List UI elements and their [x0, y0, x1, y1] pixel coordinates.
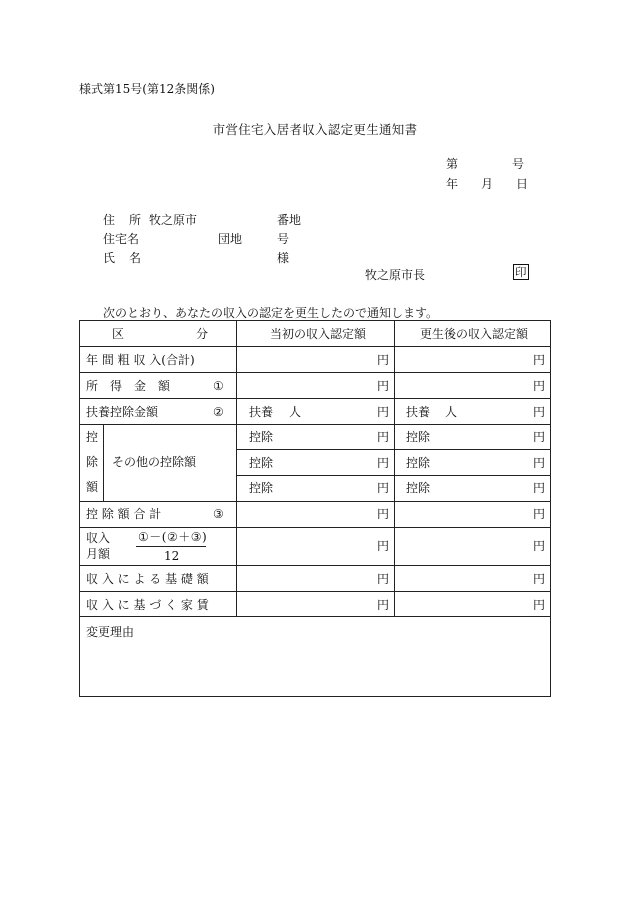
doc-number-prefix: 第 [446, 157, 459, 171]
row-line [80, 424, 550, 425]
mark-3: ③ [213, 507, 224, 521]
row-rent-based: 収 入 に 基 づ く 家 賃 [86, 598, 209, 612]
address-city: 牧之原市 [149, 213, 198, 227]
monthly-label-2: 月額 [86, 547, 111, 561]
housing-label: 住宅名 [103, 232, 140, 246]
dependent-prefix-original: 扶養 [249, 405, 274, 419]
deduction-vertical-1: 控 [85, 430, 98, 444]
yen-original: 円 [377, 456, 390, 470]
yen-original: 円 [377, 539, 390, 553]
row-line [80, 527, 550, 528]
yen-revised: 円 [533, 353, 546, 367]
deduction-prefix-original: 控除 [249, 456, 274, 470]
yen-revised: 円 [533, 405, 546, 419]
deduction-prefix-original: 控除 [249, 481, 274, 495]
doc-number-suffix: 号 [512, 157, 525, 171]
row-annual-gross: 年 間 粗 収 入(合計) [86, 353, 195, 367]
row-other-deduction: その他の控除額 [112, 455, 197, 469]
seal-mark: 印 [515, 265, 527, 279]
yen-original: 円 [377, 353, 390, 367]
header-category-b: 分 [196, 327, 209, 341]
row-line [236, 449, 550, 450]
deduction-prefix-revised: 控除 [406, 481, 431, 495]
fraction-bar [136, 546, 206, 547]
row-line [80, 372, 550, 373]
housing-danchi: 団地 [218, 232, 243, 246]
yen-original: 円 [377, 481, 390, 495]
address-label: 住 所 [103, 213, 143, 227]
dependent-prefix-revised: 扶養 [406, 405, 431, 419]
row-income-amount: 所 得 金 額 [86, 379, 171, 393]
name-honorific: 様 [277, 251, 290, 265]
header-category-a: 区 [112, 327, 125, 341]
header-revised: 更生後の収入認定額 [420, 327, 529, 341]
row-income-based: 収 入 に よ る 基 礎 額 [86, 572, 209, 586]
monthly-label-1: 収入 [86, 531, 111, 545]
row-line [80, 501, 550, 502]
yen-revised: 円 [533, 598, 546, 612]
yen-revised: 円 [533, 379, 546, 393]
col-divider-2 [394, 321, 395, 616]
formula-denominator: 12 [164, 549, 180, 563]
yen-revised: 円 [533, 539, 546, 553]
date-day: 日 [516, 177, 529, 191]
yen-revised: 円 [533, 507, 546, 521]
reason-label: 変更理由 [86, 625, 135, 639]
yen-revised: 円 [533, 572, 546, 586]
deduction-prefix-revised: 控除 [406, 456, 431, 470]
yen-original: 円 [377, 507, 390, 521]
date-month: 月 [481, 177, 494, 191]
formula-numerator: ①－(②＋③) [138, 530, 208, 544]
dependent-unit-original: 人 [289, 405, 302, 419]
intro-text: 次のとおり、あなたの収入の認定を更生したので通知します。 [103, 306, 439, 320]
col-divider-1 [236, 321, 237, 616]
yen-revised: 円 [533, 481, 546, 495]
deduction-vertical-3: 額 [85, 480, 98, 494]
mark-1: ① [213, 379, 224, 393]
row-line [80, 591, 550, 592]
row-line [236, 475, 550, 476]
row-total-deduction: 控 除 額 合 計 [86, 507, 162, 521]
row-dependent-deduction: 扶養控除金額 [86, 405, 159, 419]
row-line [80, 346, 550, 347]
mark-2: ② [213, 405, 224, 419]
name-label: 氏 名 [103, 251, 143, 265]
yen-original: 円 [377, 598, 390, 612]
document-title: 市営住宅入居者収入認定更生通知書 [212, 122, 418, 137]
address-banchi: 番地 [277, 213, 302, 227]
issuer-mayor: 牧之原市長 [365, 268, 426, 282]
yen-original: 円 [377, 572, 390, 586]
form-number: 様式第15号(第12条関係) [79, 82, 215, 96]
row-line [80, 398, 550, 399]
deduction-prefix-original: 控除 [249, 430, 274, 444]
income-table [79, 320, 551, 697]
dependent-unit-revised: 人 [445, 405, 458, 419]
housing-go: 号 [277, 232, 290, 246]
deduction-sub-divider [103, 424, 104, 501]
yen-original: 円 [377, 430, 390, 444]
row-line [80, 565, 550, 566]
date-year: 年 [446, 177, 459, 191]
deduction-vertical-2: 除 [85, 455, 98, 469]
yen-revised: 円 [533, 430, 546, 444]
yen-revised: 円 [533, 456, 546, 470]
header-original: 当初の収入認定額 [270, 327, 367, 341]
deduction-prefix-revised: 控除 [406, 430, 431, 444]
yen-original: 円 [377, 405, 390, 419]
row-line [80, 616, 550, 617]
yen-original: 円 [377, 379, 390, 393]
